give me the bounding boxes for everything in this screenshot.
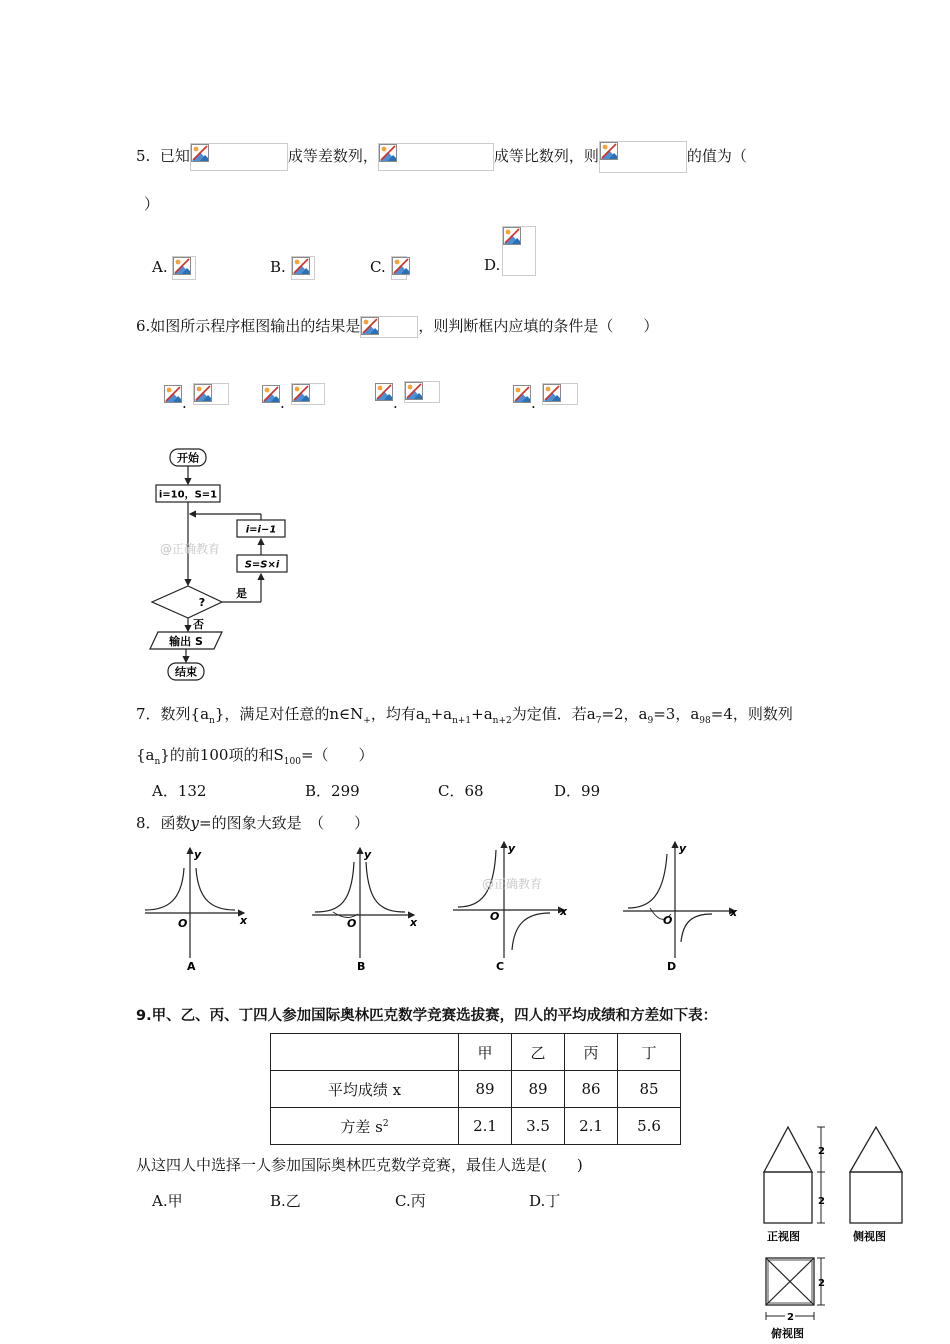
broken-image-icon: [361, 317, 379, 335]
graph-b: [312, 848, 418, 973]
svg-text:y: y: [508, 842, 516, 855]
svg-text:x: x: [730, 906, 738, 919]
score-table: [270, 1033, 681, 1145]
table-header-row: [271, 1034, 681, 1071]
broken-image-icon: [375, 383, 393, 401]
svg-text:2: 2: [818, 1196, 825, 1207]
q6-text-1: 6.如图所示程序框图输出的结果是: [136, 317, 361, 335]
svg-text:O: O: [347, 917, 357, 930]
svg-text:2: 2: [818, 1146, 825, 1157]
flowchart: [140, 440, 300, 685]
q9-question: 从这四人中选择一人参加国际奥林匹克数学竞赛，最佳人选是( ): [136, 1156, 583, 1174]
option-image: [291, 256, 315, 280]
formula-image: [599, 141, 687, 173]
broken-image-icon: [513, 385, 531, 403]
graph-b-label: B: [357, 960, 366, 973]
q5-close-paren: ）: [144, 195, 160, 213]
q8-graphs: [140, 840, 760, 978]
option-image: [513, 385, 531, 403]
broken-image-icon: [503, 227, 521, 245]
row-label-variance: 方差 $s^2$: [271, 1108, 459, 1145]
q8-watermark: @正确教育: [482, 877, 543, 891]
broken-image-icon: [173, 257, 191, 275]
graph-c: [453, 842, 568, 973]
q6-option-d: .: [513, 383, 578, 405]
q5-text-3: 成等比数列，则: [493, 147, 599, 165]
q9-title: 9.甲、乙、丙、丁四人参加国际奥林匹克数学竞赛选拔赛，四人的平均成绩和方差如下表：: [136, 1008, 718, 1024]
q9-option-a: A.甲: [152, 1192, 183, 1210]
q6-line: [136, 315, 658, 338]
q7-option-b: B．299: [305, 782, 360, 800]
top-view: [766, 1258, 825, 1340]
graph-d: [623, 842, 738, 973]
flow-start-label: 开始: [177, 451, 199, 465]
header-ding: 丁: [618, 1034, 681, 1071]
graph-a-label: A: [187, 960, 196, 973]
q5-text-1: 已知: [159, 147, 190, 165]
formula-image: [360, 316, 418, 338]
header-jia: 甲: [459, 1034, 512, 1071]
broken-image-icon: [543, 384, 561, 402]
front-view-label: 正视图: [767, 1230, 800, 1243]
q8-line: 8．函数y=的图象大致是 （ ）: [136, 814, 370, 832]
flow-decision-label: ?: [198, 596, 206, 609]
svg-text:x: x: [410, 916, 418, 929]
formula-image: [190, 143, 288, 171]
header-yi: 乙: [512, 1034, 565, 1071]
svg-text:O: O: [178, 917, 188, 930]
broken-image-icon: [262, 385, 280, 403]
flow-update-s-label: S=S×i: [244, 559, 280, 571]
svg-text:2: 2: [818, 1278, 825, 1289]
q9-option-b: B.乙: [270, 1192, 301, 1210]
option-image: [193, 383, 229, 405]
option-image: [164, 385, 182, 403]
row-label-mean: 平均成绩 x: [271, 1071, 459, 1108]
q5-option-d: D.: [484, 256, 501, 274]
option-image: [502, 226, 536, 276]
q6-option-c: .: [375, 381, 440, 403]
q6-text-2: ，则判断框内应填的条件是（ ）: [418, 317, 659, 335]
svg-text:y: y: [194, 848, 202, 861]
q7-line-2: $\{a_n\}$的前100项的和$S_{100}=$（ ）: [136, 746, 374, 767]
flow-yes-label: 是: [236, 587, 247, 600]
side-view-label: 侧视图: [853, 1230, 886, 1243]
broken-image-icon: [600, 142, 618, 160]
broken-image-icon: [379, 144, 397, 162]
svg-text:2: 2: [787, 1312, 794, 1323]
option-image: [262, 385, 280, 403]
top-view-label: 俯视图: [771, 1327, 804, 1340]
broken-image-icon: [392, 257, 410, 275]
flow-watermark: @正确教育: [160, 542, 221, 556]
option-image: [172, 256, 196, 280]
flow-end-label: 结束: [175, 665, 197, 679]
option-image: [291, 383, 325, 405]
flow-no-label: 否: [193, 618, 204, 631]
svg-text:x: x: [560, 905, 568, 918]
q7-option-d: D．99: [554, 782, 601, 800]
svg-text:y: y: [364, 848, 372, 861]
q5-line: [136, 141, 747, 173]
q6-option-a: .: [164, 383, 229, 405]
broken-image-icon: [292, 257, 310, 275]
svg-text:y: y: [679, 842, 687, 855]
q6-option-b: .: [262, 383, 325, 405]
flow-init-label: i=10，S=1: [158, 489, 218, 501]
q5-number: 5.: [136, 147, 151, 165]
table-row: 平均成绩 x 89 89 86 85: [271, 1071, 681, 1108]
broken-image-icon: [194, 384, 212, 402]
table-row: 方差 $s^2$ 2.1 3.5 2.1 5.6: [271, 1108, 681, 1145]
q5-text-4: 的值为（: [686, 147, 747, 165]
graph-a: [145, 848, 248, 973]
q7-option-c: C．68: [438, 782, 484, 800]
front-view: [764, 1127, 825, 1243]
flow-output-label: 输出 S: [169, 635, 203, 648]
q7-line-1: 7．数列$\{a_n\}$，满足对任意的$n\in N_+$，均有$a_n+a_{n+1}+a_{n+2}$为定值．若$a_7=2$，$a_9=3$，$a_{98}=4$，则数列: [136, 705, 793, 726]
q9-option-d: D.丁: [529, 1192, 561, 1210]
three-views-figure: [755, 1120, 915, 1344]
header-bing: 丙: [565, 1034, 618, 1071]
side-view: [850, 1127, 902, 1243]
svg-text:O: O: [490, 910, 500, 923]
q5-text-2: 成等差数列，: [287, 147, 378, 165]
graph-d-label: D: [667, 960, 677, 973]
broken-image-icon: [191, 144, 209, 162]
q5-option-c: C.: [370, 256, 407, 280]
option-image: [542, 383, 578, 405]
broken-image-icon: [164, 385, 182, 403]
option-image: [375, 383, 393, 401]
q5-option-a: A.: [152, 256, 196, 280]
broken-image-icon: [292, 384, 310, 402]
flow-decision: [152, 586, 222, 618]
svg-text:x: x: [240, 914, 248, 927]
option-image: [391, 256, 407, 280]
graph-c-label: C: [496, 960, 505, 973]
flow-update-i-label: i=i−1: [245, 524, 277, 536]
q7-option-a: A．132: [152, 782, 207, 800]
q5-option-b: B.: [270, 256, 315, 280]
option-image: [404, 381, 440, 403]
broken-image-icon: [405, 382, 423, 400]
svg-text:O: O: [663, 914, 673, 927]
q9-option-c: C.丙: [395, 1192, 426, 1210]
formula-image: [378, 143, 494, 171]
